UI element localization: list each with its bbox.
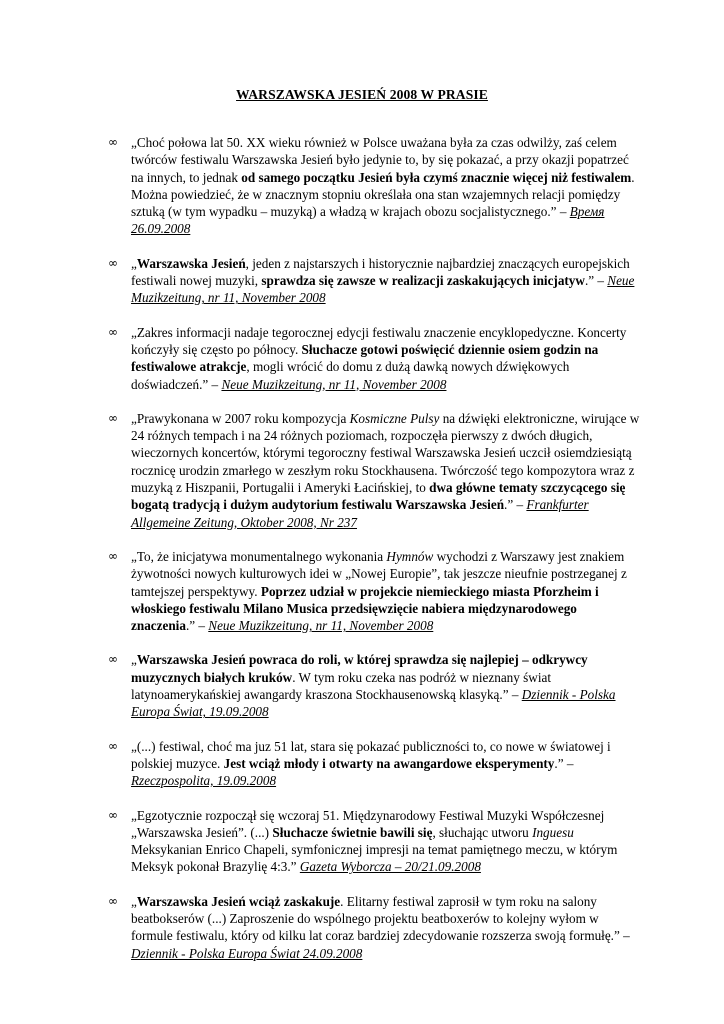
quote-text: .” – [504, 497, 527, 513]
quote-source: Neue Muzikzeitung, nr 11, November 2008 [221, 376, 447, 392]
quote-text: .” – [554, 755, 574, 771]
quote-emphasis: Warszawska Jesień powraca do roli, w której sprawdza się najlepiej – odkrywcy muzycznych białych kruków [131, 652, 588, 685]
infinity-bullet-icon: ∞ [108, 807, 118, 822]
infinity-bullet-icon: ∞ [108, 324, 118, 339]
press-quote-item [108, 255, 640, 307]
infinity-bullet-icon: ∞ [108, 410, 118, 425]
work-title: Hymnów [386, 548, 434, 564]
press-quote-item [108, 134, 640, 238]
quote-emphasis: sprawdza się zawsze w realizacji zaskakujących inicjatyw [261, 273, 585, 289]
quote-text: , słuchając utworu [432, 824, 533, 840]
quote-emphasis: Słuchacze gotowi poświęcić dziennie osiem godzin na festiwalowe atrakcje [131, 341, 599, 375]
quote-emphasis: Jest wciąż młody i otwarty na awangardowe eksperymenty [223, 755, 555, 771]
infinity-bullet-icon: ∞ [108, 893, 118, 908]
quote-text: „Choć połowa lat 50. XX wieku również w Polsce uważana była za czas odwilży, zaś celem twórców festiwalu Warszawska Jesień było jedynie to, by się pokazać, a przy okazji popatrzeć na innych, to jednak [131, 135, 629, 185]
press-quote-item [108, 807, 640, 876]
quote-source: Neue Muzikzeitung, nr 11, November 2008 [131, 273, 635, 306]
quote-emphasis: Warszawska Jesień wciąż zaskakuje [136, 893, 341, 909]
quote-emphasis: Warszawska Jesień [136, 255, 246, 271]
work-title: Inguesu [532, 824, 574, 840]
quote-source: Dziennik - Polska Europa Świat, 19.09.2008 [131, 687, 616, 720]
press-quote-item [108, 651, 640, 720]
quote-emphasis: od samego początku Jesień była czymś znacznie więcej niż festiwalem [241, 169, 632, 185]
quote-source: Frankfurter Allgemeine Zeitung, Oktober 2008, Nr 237 [131, 497, 589, 530]
infinity-bullet-icon: ∞ [108, 548, 118, 563]
quote-text: na dźwięki elektroniczne, wirujące w 24 różnych tempach i na 24 różnych poziomach, rozpoczęła pierwszy z dwóch długich, wieczornych koncertów, którymi tegoroczny festiwal Warszawska Jesień uczcił osiemdziesiątą rocznicę urodzin zmarłego w zeszłym roku Stockhausena. Twórczość tego kompozytora wraz z muzyką z Hiszpanii, Portugalii i Ameryki Łacińskiej, to [131, 410, 640, 496]
quote-text: „ [131, 255, 137, 271]
document-title: WARSZAWSKA JESIEŃ 2008 W PRASIE [236, 87, 488, 102]
quote-text: .” – [584, 273, 608, 289]
infinity-bullet-icon: ∞ [108, 255, 118, 270]
infinity-bullet-icon: ∞ [108, 652, 118, 667]
quote-source: Rzeczpospolita, 19.09.2008 [131, 773, 277, 789]
quote-source: Gazeta Wyborcza – 20/21.09.2008 [299, 859, 481, 875]
press-quote-item [108, 324, 640, 393]
quote-text: „ [131, 652, 137, 668]
quote-text: „(...) festiwal, choć ma juz 51 lat, stara się pokazać publiczności to, co nowe w światowej i polskiej muzyce. [131, 738, 611, 771]
infinity-bullet-icon: ∞ [108, 738, 118, 753]
quote-emphasis: Poprzez udział w projekcie niemieckiego miasta Pforzheim i włoskiego festiwalu Milano Musica przedsięwzięcie nabiera międzynarodowego znaczenia [131, 583, 599, 634]
infinity-bullet-icon: ∞ [108, 135, 118, 149]
press-quote-item [108, 893, 640, 962]
press-quote-item [108, 548, 640, 634]
work-title: Kosmiczne Pulsy [349, 410, 440, 426]
quote-text: „Zakres informacji nadaje tegorocznej edycji festiwalu znaczenie encyklopedyczne. Koncerty kończyły się często po północy. [131, 324, 627, 357]
quote-text: Meksykanian Enrico Chapeli, symfonicznej impresji na temat pamiętnego meczu, w którym Meksyk pokonał Brazylię 4:3.” [131, 842, 618, 875]
quote-text: „To, że inicjatywa monumentalnego wykonania [131, 548, 387, 564]
quote-text: .” – [185, 618, 209, 634]
quote-text: wychodzi z Warszawy jest znakiem żywotności nowych kulturowych idei w „Nowej Europie”, tak jeszcze nieufnie postrzeganej z tamtejszej perspektywy. [131, 548, 627, 599]
quote-text: „ [131, 893, 137, 909]
quote-source: Neue Muzikzeitung, nr 11, November 2008 [208, 618, 434, 634]
quote-emphasis: dwa główne tematy szczycącego się bogatą tradycją i dużym audytorium festiwalu Warszawska Jesień [131, 480, 626, 513]
quote-text: , jeden z najstarszych i historycznie najbardziej znaczących europejskich festiwali nowej muzyki, [131, 255, 630, 289]
quote-text: , mogli wrócić do domu z dużą dawką nowych dźwiękowych doświadczeń.” – [131, 359, 570, 392]
quote-emphasis: Słuchacze świetnie bawili się [272, 824, 433, 840]
press-quote-item [108, 738, 640, 790]
quote-source: Dziennik - Polska Europa Świat 24.09.2008 [131, 945, 363, 961]
press-quote-item [108, 410, 640, 531]
press-quotes-list [108, 134, 640, 979]
quote-text: . Elitarny festiwal zaprosił w tym roku na salony beatbokserów (...) Zaproszenie do wspólnego projektu beatboxerów to kolejny wyłom w formule festiwalu, który od kilku lat coraz bardziej zdecydowanie rozszerza swoją formułę.” – [131, 893, 630, 944]
quote-text: . W tym roku czeka nas podróż w nieznany świat latynoamerykańskiej awangardy kraszona Stockhausenowską klasyką.” – [131, 669, 551, 703]
quote-text: . Można powiedzieć, że w znacznym stopniu określała ona stan wzajemnych relacji pomiędzy sztuką (w tym wypadku – muzyką) a władzą w krajach obozu socjalistycznego.” – [131, 169, 635, 220]
quote-source: Время 26.09.2008 [131, 204, 605, 237]
quote-text: „Prawykonana w 2007 roku kompozycja [131, 410, 350, 426]
quote-text: „Egzotycznie rozpoczął się wczoraj 51. Międzynarodowy Festiwal Muzyki Współczesnej „Warszawska Jesień”. (...) [131, 807, 605, 840]
